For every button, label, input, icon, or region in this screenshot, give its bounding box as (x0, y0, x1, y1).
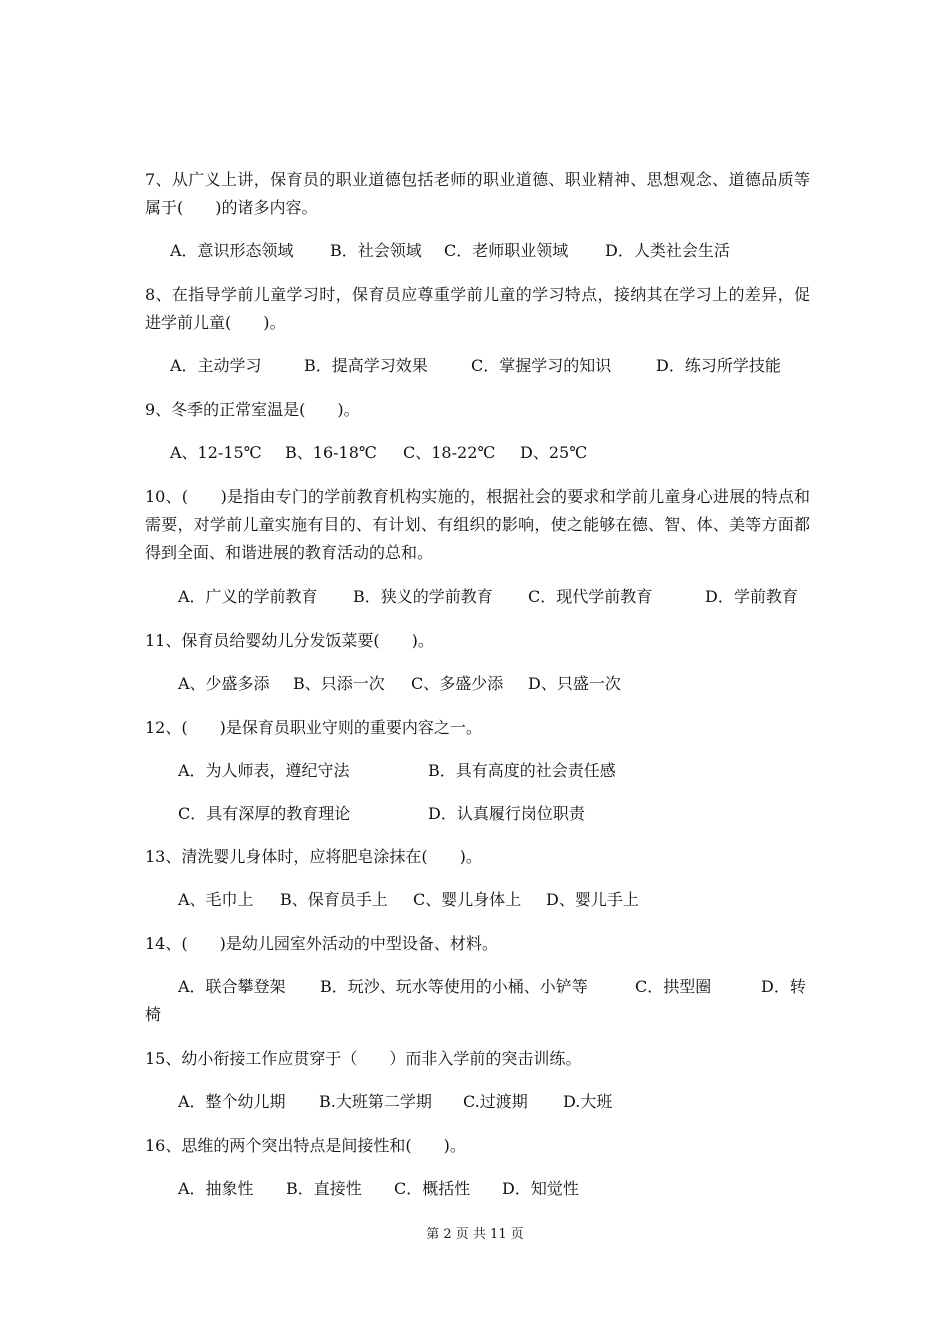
question-16-stem: 16、思维的两个突出特点是间接性和( )。 (145, 1136, 466, 1155)
option-a: A、少盛多添 (178, 674, 270, 693)
option-d: D．人类社会生活 (605, 241, 730, 260)
option-a: A．抽象性 (178, 1179, 254, 1198)
option-c: C．掌握学习的知识 (471, 356, 612, 375)
question-13-options (178, 886, 639, 914)
option-d: D．学前教育 (705, 587, 798, 606)
question-10-stem: 10、( )是指由专门的学前教育机构实施的，根据社会的要求和学前儿童身心进展的特点和需要，对学前儿童实施有目的、有计划、有组织的影响，使之能够在德、智、体、美等方面都得到全面、和谐进展的教育活动的总和。 (145, 487, 810, 562)
option-d: D、婴儿手上 (546, 890, 639, 909)
option-b: B．提高学习效果 (304, 356, 428, 375)
option-c: C．具有深厚的教育理论 (178, 804, 351, 823)
question-15-options (178, 1088, 612, 1116)
option-b: B、16-18℃ (285, 443, 377, 462)
option-a: A．广义的学前教育 (178, 587, 318, 606)
option-c: C.过渡期 (463, 1092, 528, 1111)
option-a: A、12-15℃ (170, 443, 262, 462)
option-a: A、毛巾上 (178, 890, 254, 909)
option-d: D、25℃ (520, 443, 588, 462)
option-d: D．知觉性 (502, 1179, 579, 1198)
option-c: C、18-22℃ (403, 443, 496, 462)
option-d: D、只盛一次 (528, 674, 621, 693)
option-d: D.大班 (563, 1092, 613, 1111)
question-12-stem: 12、( )是保育员职业守则的重要内容之一。 (145, 718, 482, 737)
question-11-options (178, 670, 621, 698)
page-number-footer: 第 2 页 共 11 页 (426, 1227, 524, 1242)
option-d: D．转 (761, 977, 806, 996)
option-a: A．主动学习 (170, 356, 262, 375)
question-9-options (170, 439, 587, 467)
question-12-options-row-2 (178, 800, 585, 828)
option-d: D．认真履行岗位职责 (428, 804, 585, 823)
question-9-stem: 9、冬季的正常室温是( )。 (145, 400, 360, 419)
question-16-options (178, 1175, 579, 1203)
option-b: B．社会领域 (330, 241, 422, 260)
question-14-options-wrap: 椅 (145, 1005, 162, 1024)
option-c: C、多盛少添 (411, 674, 504, 693)
option-c: C．拱型圈 (635, 977, 712, 996)
option-c: C．概括性 (394, 1179, 471, 1198)
option-c: C．老师职业领域 (444, 241, 569, 260)
question-8-options (170, 352, 781, 380)
option-a: A．联合攀登架 (178, 977, 286, 996)
question-8-stem: 8、在指导学前儿童学习时，保育员应尊重学前儿童的学习特点，接纳其在学习上的差异，促进学前儿童( )。 (145, 285, 810, 332)
question-11-stem: 11、保育员给婴幼儿分发饭菜要( )。 (145, 631, 434, 650)
option-a: A．整个幼儿期 (178, 1092, 286, 1111)
question-12-options-row-1 (178, 757, 616, 785)
option-a: A．意识形态领域 (170, 241, 294, 260)
option-b: B．玩沙、玩水等使用的小桶、小铲等 (320, 977, 588, 996)
option-b: B．直接性 (286, 1179, 362, 1198)
option-b: B、保育员手上 (280, 890, 388, 909)
option-c: C、婴儿身体上 (413, 890, 522, 909)
question-15-stem: 15、幼小衔接工作应贯穿于（ ）而非入学前的突击训练。 (145, 1049, 582, 1068)
option-b: B．具有高度的社会责任感 (428, 761, 616, 780)
option-b: B、只添一次 (293, 674, 385, 693)
question-14-stem: 14、( )是幼儿园室外活动的中型设备、材料。 (145, 934, 498, 953)
question-13-stem: 13、清洗婴儿身体时，应将肥皂涂抹在( )。 (145, 847, 482, 866)
question-7-options (170, 237, 730, 265)
option-b: B.大班第二学期 (319, 1092, 432, 1111)
question-10-options (178, 583, 798, 611)
question-14-options (178, 973, 806, 1001)
question-7-stem: 7、从广义上讲，保育员的职业道德包括老师的职业道德、职业精神、思想观念、道德品质等属于( )的诸多内容。 (145, 170, 810, 217)
option-d: D．练习所学技能 (656, 356, 781, 375)
option-a: A．为人师表，遵纪守法 (178, 761, 350, 780)
option-b: B．狭义的学前教育 (353, 587, 493, 606)
option-c: C．现代学前教育 (528, 587, 653, 606)
